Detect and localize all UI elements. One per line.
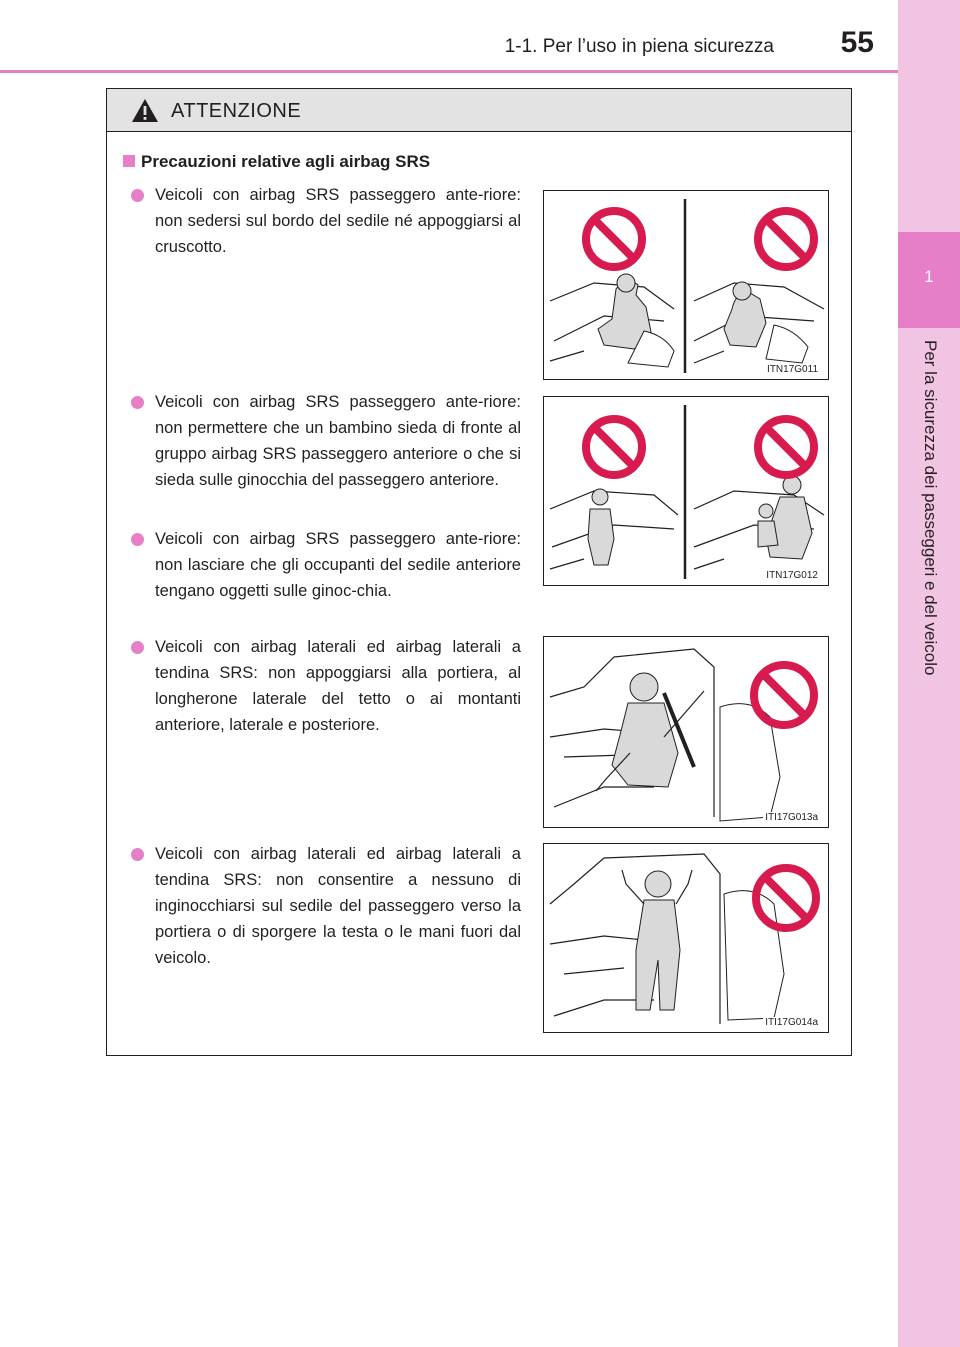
circle-bullet-icon xyxy=(131,848,144,861)
warning-triangle-icon xyxy=(131,98,159,123)
bullet-item xyxy=(131,634,521,738)
chapter-number: 1 xyxy=(898,232,960,328)
circle-bullet-icon xyxy=(131,641,144,654)
chapter-side-tab xyxy=(898,0,960,1347)
figure-code: ITI17G014a xyxy=(765,1017,818,1028)
bullet-text: Veicoli con airbag laterali ed airbag laterali a tendina SRS: non consentire a nessuno di inginocchiarsi sul sedile del passeggero verso la portiera o di sporgere la testa o le mani fuori dal veicolo. xyxy=(155,845,521,967)
warning-subheading xyxy=(123,152,430,172)
bullet-text: Veicoli con airbag laterali ed airbag laterali a tendina SRS: non appoggiarsi alla portiera, al longherone laterale del tetto o ai montanti anteriore, laterale e posteriore. xyxy=(155,638,521,734)
figure-code: ITN17G011 xyxy=(767,364,818,375)
leaning-on-door-illustration xyxy=(544,637,829,828)
warning-subheading-text: Precauzioni relative agli airbag SRS xyxy=(141,152,431,171)
bullet-item xyxy=(131,841,521,971)
figure-illustration xyxy=(543,396,829,586)
warning-label: ATTENZIONE xyxy=(171,100,302,122)
circle-bullet-icon xyxy=(131,189,144,202)
square-bullet-icon xyxy=(123,155,135,167)
bullet-item xyxy=(131,389,521,493)
section-title: 1-1. Per l’uso in piena sicurezza xyxy=(504,36,774,57)
bullet-text: Veicoli con airbag SRS passeggero ante-riore: non lasciare che gli occupanti del sedile anteriore tengano oggetti sulle ginoc-chia. xyxy=(155,530,521,600)
bullet-item xyxy=(131,526,521,604)
chapter-title: Per la sicurezza dei passeggeri e del veicolo xyxy=(921,340,940,676)
figure-illustration xyxy=(543,190,829,380)
passenger-on-seat-edge-illustration xyxy=(544,191,829,380)
bullet-text: Veicoli con airbag SRS passeggero ante-riore: non permettere che un bambino sieda di fronte al gruppo airbag SRS passeggero anteriore o che si sieda sulle ginocchia del passeggero anteriore. xyxy=(155,393,521,489)
page-number: 55 xyxy=(840,26,874,59)
kneeling-on-seat-illustration xyxy=(544,844,829,1033)
bullet-item xyxy=(131,182,521,260)
figure-code: ITN17G012 xyxy=(766,570,818,581)
figure-code: ITI17G013a xyxy=(765,812,818,823)
warning-header xyxy=(107,89,851,132)
figure-illustration xyxy=(543,636,829,828)
warning-box xyxy=(106,88,852,1056)
child-in-front-seat-illustration xyxy=(544,397,829,586)
circle-bullet-icon xyxy=(131,533,144,546)
bullet-text: Veicoli con airbag SRS passeggero ante-riore: non sedersi sul bordo del sedile né appoggiarsi al cruscotto. xyxy=(155,186,521,256)
header-rule xyxy=(0,70,898,73)
figure-illustration xyxy=(543,843,829,1033)
circle-bullet-icon xyxy=(131,396,144,409)
